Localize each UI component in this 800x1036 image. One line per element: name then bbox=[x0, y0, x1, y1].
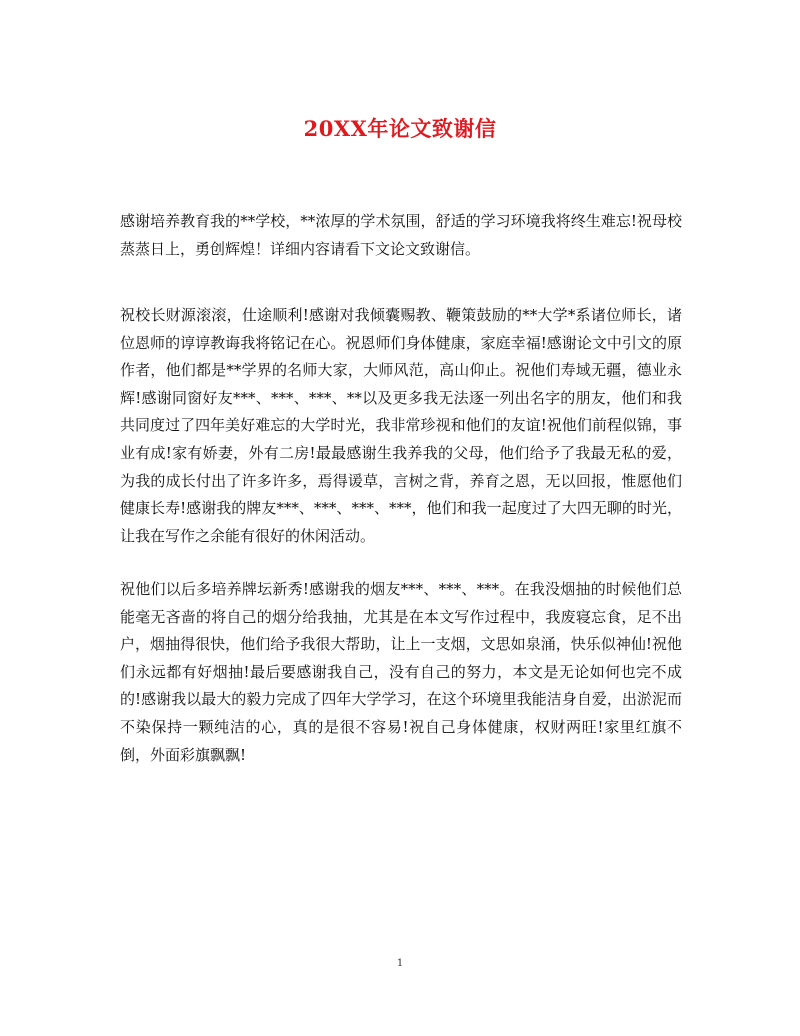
paragraph-2: 祝校长财源滚滚，仕途顺利!感谢对我倾囊赐教、鞭策鼓励的**大学*系诸位师长，诸位恩师的谆谆教诲我将铭记在心。祝恩师们身体健康，家庭幸福!感谢论文中引文的原作者，他们都是**学界的名师大家，大师风范，高山仰止。祝他们寿域无疆，德业永辉!感谢同窗好友***、***、***、**以及更多我无法逐一列出名字的朋友，他们和我共同度过了四年美好难忘的大学时光，我非常珍视和他们的友谊!祝他们前程似锦，事业有成!家有娇妻，外有二房!最最感谢生我养我的父母，他们给予了我最无私的爱，为我的成长付出了许多许多，焉得谖草，言树之背，养育之恩，无以回报，惟愿他们健康长寿!感谢我的牌友***、***、***、***，他们和我一起度过了大四无聊的时光，让我在写作之余能有很好的休闲活动。 bbox=[120, 306, 682, 545]
page-number: 1 bbox=[396, 958, 404, 969]
paragraph-1: 感谢培养教育我的**学校，**浓厚的学术氛围，舒适的学习环境我将终生难忘!祝母校蒸蒸日上，勇创辉煌！详细内容请看下文论文致谢信。 bbox=[120, 212, 682, 258]
document-title: 20XX年论文致谢信 bbox=[303, 116, 497, 141]
paragraph-3: 祝他们以后多培养牌坛新秀!感谢我的烟友***、***、***。在我没烟抽的时候他们总能毫无吝啬的将自己的烟分给我抽，尤其是在本文写作过程中，我废寝忘食，足不出户，烟抽得很快，他们给予我很大帮助，让上一支烟，文思如泉涌，快乐似神仙!祝他们永远都有好烟抽!最后要感谢我自己，没有自己的努力，本文是无论如何也完不成的!感谢我以最大的毅力完成了四年大学学习，在这个环境里我能洁身自爱，出淤泥而不染保持一颗纯洁的心，真的是很不容易!祝自己身体健康，权财两旺!家里红旗不倒，外面彩旗飘飘! bbox=[120, 580, 682, 764]
